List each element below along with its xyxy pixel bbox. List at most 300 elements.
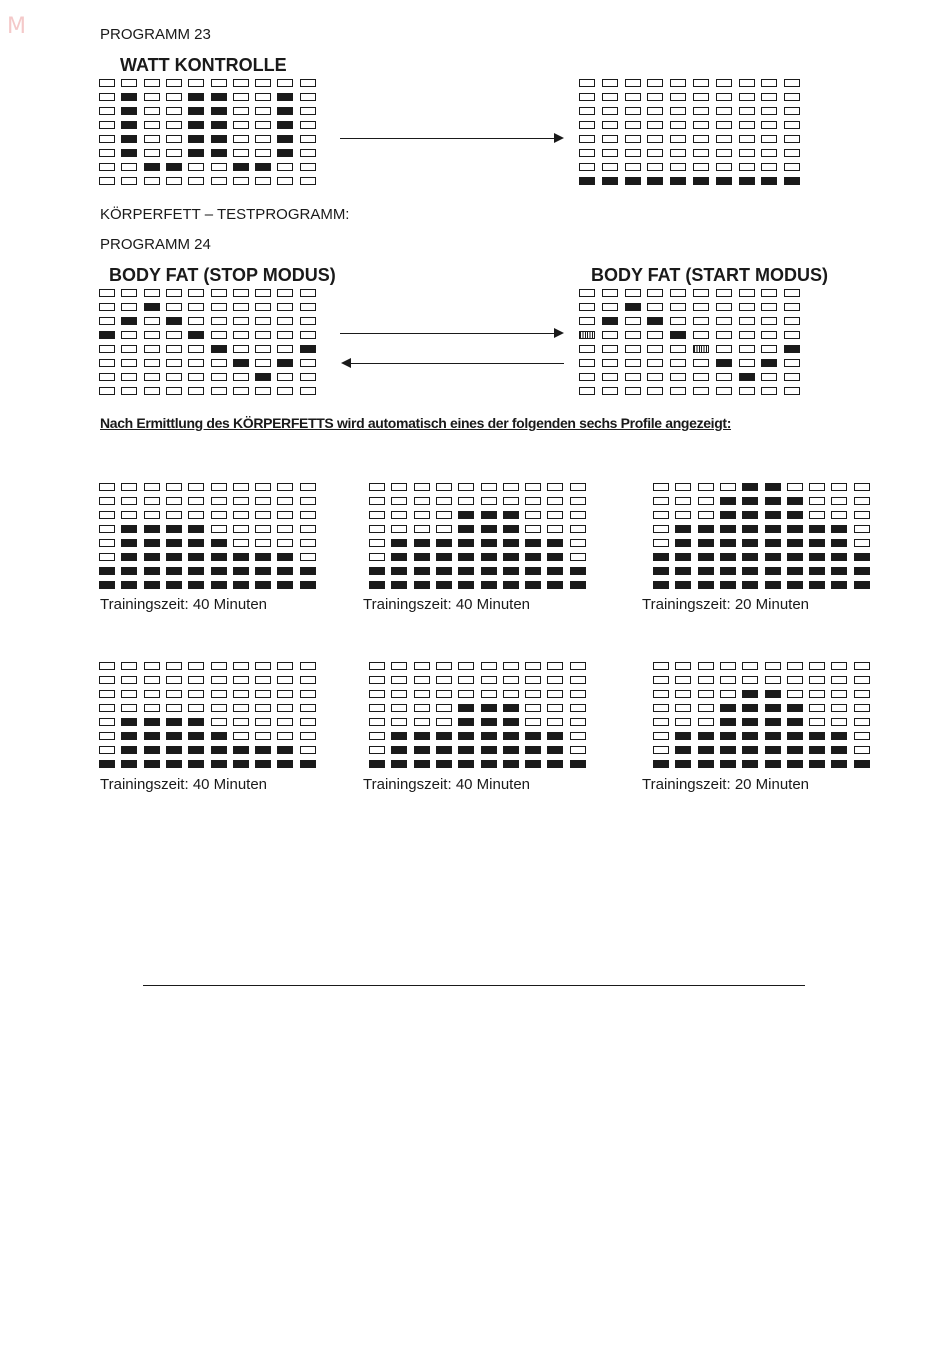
led-segment-on	[739, 177, 755, 185]
led-segment-off	[414, 690, 430, 698]
led-segment-off	[391, 497, 407, 505]
led-segment-off	[647, 107, 663, 115]
led-segment-on	[693, 177, 709, 185]
led-segment-on	[742, 497, 758, 505]
led-segment-on	[188, 331, 204, 339]
led-segment-off	[647, 121, 663, 129]
led-segment-on	[765, 497, 781, 505]
led-segment-off	[625, 373, 641, 381]
led-segment-on	[720, 718, 736, 726]
led-segment-on	[720, 567, 736, 575]
led-segment-off	[602, 93, 618, 101]
led-segment-off	[693, 135, 709, 143]
led-segment-on	[211, 760, 227, 768]
led-segment-on	[503, 718, 519, 726]
led-segment-on	[458, 581, 474, 589]
led-segment-off	[99, 690, 115, 698]
led-segment-off	[211, 387, 227, 395]
led-segment-on	[211, 135, 227, 143]
led-segment-off	[99, 121, 115, 129]
led-segment-off	[255, 317, 271, 325]
led-segment-on	[277, 135, 293, 143]
profile-caption: Trainingszeit: 20 Minuten	[642, 596, 810, 613]
led-segment-on	[481, 553, 497, 561]
led-segment-off	[698, 511, 714, 519]
led-segment-off	[787, 690, 803, 698]
led-segment-off	[233, 387, 249, 395]
led-segment-on	[739, 373, 755, 381]
led-segment-on	[647, 177, 663, 185]
led-segment-off	[414, 704, 430, 712]
led-segment-off	[144, 359, 160, 367]
led-segment-on	[765, 567, 781, 575]
led-segment-on	[144, 732, 160, 740]
led-segment-off	[625, 317, 641, 325]
led-segment-on	[211, 107, 227, 115]
led-segment-off	[99, 539, 115, 547]
led-segment-on	[188, 581, 204, 589]
led-segment-off	[481, 662, 497, 670]
led-segment-off	[647, 345, 663, 353]
led-segment-on	[503, 746, 519, 754]
led-segment-on	[787, 746, 803, 754]
led-segment-off	[481, 676, 497, 684]
led-segment-off	[720, 676, 736, 684]
led-segment-on	[121, 553, 137, 561]
led-segment-off	[233, 511, 249, 519]
led-segment-on	[693, 345, 709, 353]
led-segment-on	[698, 553, 714, 561]
led-segment-off	[739, 387, 755, 395]
led-segment-off	[144, 93, 160, 101]
led-segment-off	[458, 497, 474, 505]
led-segment-off	[233, 539, 249, 547]
led-segment-off	[653, 511, 669, 519]
led-segment-off	[647, 359, 663, 367]
led-segment-off	[233, 676, 249, 684]
led-segment-off	[300, 331, 316, 339]
led-segment-off	[166, 121, 182, 129]
led-segment-on	[653, 760, 669, 768]
led-segment-on	[414, 539, 430, 547]
led-segment-off	[716, 331, 732, 339]
led-segment-on	[166, 746, 182, 754]
led-segment-off	[761, 303, 777, 311]
led-segment-on	[166, 317, 182, 325]
led-segment-on	[481, 746, 497, 754]
led-segment-on	[831, 581, 847, 589]
led-segment-off	[761, 373, 777, 381]
led-segment-on	[481, 760, 497, 768]
led-segment-on	[831, 553, 847, 561]
led-segment-off	[761, 149, 777, 157]
led-segment-off	[784, 121, 800, 129]
led-segment-on	[742, 746, 758, 754]
led-segment-off	[602, 331, 618, 339]
led-segment-off	[670, 79, 686, 87]
program23-title: WATT KONTROLLE	[120, 55, 287, 75]
led-segment-off	[300, 107, 316, 115]
led-segment-off	[277, 163, 293, 171]
led-segment-off	[255, 690, 271, 698]
led-segment-off	[525, 511, 541, 519]
led-segment-off	[693, 359, 709, 367]
led-segment-off	[211, 359, 227, 367]
led-segment-on	[809, 525, 825, 533]
led-segment-off	[255, 511, 271, 519]
led-segment-off	[255, 135, 271, 143]
led-segment-off	[300, 149, 316, 157]
led-segment-off	[653, 483, 669, 491]
led-segment-off	[720, 690, 736, 698]
led-segment-off	[188, 511, 204, 519]
led-segment-on	[742, 718, 758, 726]
led-segment-off	[647, 163, 663, 171]
led-segment-off	[391, 718, 407, 726]
led-segment-on	[698, 539, 714, 547]
led-segment-on	[458, 732, 474, 740]
led-segment-off	[233, 289, 249, 297]
led-segment-off	[121, 662, 137, 670]
led-segment-off	[255, 718, 271, 726]
led-segment-off	[414, 718, 430, 726]
led-segment-on	[277, 760, 293, 768]
led-segment-off	[716, 107, 732, 115]
led-segment-on	[166, 553, 182, 561]
led-segment-off	[369, 662, 385, 670]
led-segment-off	[277, 704, 293, 712]
led-segment-off	[166, 483, 182, 491]
led-segment-off	[166, 662, 182, 670]
led-segment-off	[809, 511, 825, 519]
led-segment-off	[854, 539, 870, 547]
led-segment-off	[784, 79, 800, 87]
led-segment-off	[647, 387, 663, 395]
led-segment-on	[233, 553, 249, 561]
led-segment-off	[300, 732, 316, 740]
logo-mark: M	[7, 14, 26, 39]
led-segment-off	[144, 317, 160, 325]
led-segment-off	[166, 704, 182, 712]
led-segment-off	[647, 289, 663, 297]
led-segment-off	[458, 483, 474, 491]
led-segment-on	[831, 746, 847, 754]
led-segment-off	[579, 107, 595, 115]
led-segment-off	[233, 93, 249, 101]
led-segment-off	[233, 497, 249, 505]
led-segment-off	[698, 690, 714, 698]
led-segment-off	[277, 662, 293, 670]
led-segment-on	[716, 359, 732, 367]
profile-caption: Trainingszeit: 40 Minuten	[100, 776, 268, 793]
led-segment-on	[436, 581, 452, 589]
led-segment-off	[579, 387, 595, 395]
led-segment-on	[436, 732, 452, 740]
led-segment-on	[716, 177, 732, 185]
led-segment-on	[720, 511, 736, 519]
led-segment-off	[698, 704, 714, 712]
led-segment-off	[300, 303, 316, 311]
led-segment-on	[233, 163, 249, 171]
profiles-intro: Nach Ermittlung des KÖRPERFETTS wird automatisch eines der folgenden sechs Profile angezeigt:	[100, 415, 732, 431]
led-segment-off	[547, 718, 563, 726]
led-segment-on	[277, 359, 293, 367]
led-segment-off	[525, 676, 541, 684]
led-segment-off	[121, 303, 137, 311]
led-segment-off	[625, 359, 641, 367]
led-segment-off	[716, 135, 732, 143]
led-segment-off	[570, 525, 586, 533]
led-segment-off	[188, 676, 204, 684]
led-segment-on	[854, 760, 870, 768]
led-segment-off	[414, 662, 430, 670]
program23-label: PROGRAMM 23	[100, 26, 211, 43]
led-segment-off	[739, 345, 755, 353]
led-segment-on	[300, 581, 316, 589]
led-segment-on	[144, 567, 160, 575]
led-segment-off	[188, 690, 204, 698]
led-segment-off	[277, 525, 293, 533]
led-segment-off	[277, 497, 293, 505]
led-segment-on	[255, 567, 271, 575]
led-segment-off	[570, 746, 586, 754]
led-segment-off	[739, 135, 755, 143]
led-segment-off	[144, 107, 160, 115]
led-segment-on	[277, 149, 293, 157]
led-segment-off	[121, 177, 137, 185]
led-segment-on	[436, 539, 452, 547]
led-segment-on	[675, 525, 691, 533]
led-segment-on	[765, 525, 781, 533]
led-segment-off	[693, 303, 709, 311]
led-segment-on	[675, 567, 691, 575]
led-segment-off	[854, 704, 870, 712]
led-segment-off	[188, 497, 204, 505]
led-segment-off	[739, 107, 755, 115]
led-segment-on	[391, 539, 407, 547]
led-segment-off	[570, 483, 586, 491]
led-segment-off	[854, 676, 870, 684]
led-segment-on	[436, 567, 452, 575]
led-segment-off	[547, 525, 563, 533]
led-segment-off	[761, 163, 777, 171]
led-segment-on	[121, 567, 137, 575]
led-segment-off	[277, 289, 293, 297]
led-segment-off	[675, 511, 691, 519]
led-segment-on	[675, 539, 691, 547]
led-segment-on	[854, 567, 870, 575]
led-segment-on	[391, 732, 407, 740]
led-segment-off	[436, 497, 452, 505]
led-segment-off	[144, 483, 160, 491]
led-segment-off	[144, 177, 160, 185]
led-segment-on	[720, 732, 736, 740]
led-segment-off	[255, 345, 271, 353]
led-segment-off	[300, 373, 316, 381]
led-segment-off	[761, 107, 777, 115]
led-segment-on	[481, 704, 497, 712]
led-segment-off	[716, 317, 732, 325]
led-segment-on	[503, 511, 519, 519]
led-segment-on	[720, 760, 736, 768]
led-segment-on	[742, 483, 758, 491]
led-segment-on	[121, 149, 137, 157]
led-segment-off	[670, 121, 686, 129]
led-segment-off	[784, 163, 800, 171]
led-segment-off	[784, 107, 800, 115]
led-segment-off	[166, 373, 182, 381]
led-segment-off	[547, 662, 563, 670]
led-segment-on	[765, 581, 781, 589]
led-segment-off	[579, 345, 595, 353]
led-segment-on	[720, 746, 736, 754]
led-segment-off	[369, 704, 385, 712]
led-segment-off	[188, 373, 204, 381]
led-segment-off	[166, 387, 182, 395]
led-segment-off	[277, 345, 293, 353]
led-segment-off	[300, 387, 316, 395]
led-segment-off	[579, 373, 595, 381]
led-segment-on	[233, 760, 249, 768]
led-segment-off	[233, 331, 249, 339]
led-segment-off	[570, 662, 586, 670]
led-segment-off	[166, 511, 182, 519]
led-segment-off	[653, 662, 669, 670]
led-segment-on	[458, 567, 474, 575]
led-segment-on	[391, 553, 407, 561]
led-segment-on	[720, 704, 736, 712]
led-segment-off	[369, 511, 385, 519]
led-segment-off	[742, 662, 758, 670]
led-segment-on	[414, 553, 430, 561]
led-segment-on	[369, 567, 385, 575]
led-segment-off	[391, 676, 407, 684]
led-segment-off	[716, 387, 732, 395]
led-segment-off	[99, 704, 115, 712]
led-segment-on	[255, 746, 271, 754]
led-segment-off	[739, 359, 755, 367]
led-segment-off	[458, 676, 474, 684]
led-segment-off	[188, 177, 204, 185]
led-segment-off	[653, 732, 669, 740]
led-segment-off	[144, 345, 160, 353]
led-segment-on	[255, 581, 271, 589]
led-segment-off	[233, 121, 249, 129]
led-segment-off	[277, 303, 293, 311]
led-segment-off	[698, 662, 714, 670]
led-segment-off	[787, 483, 803, 491]
led-segment-on	[653, 567, 669, 575]
led-segment-off	[277, 79, 293, 87]
led-segment-on	[211, 345, 227, 353]
led-segment-off	[166, 289, 182, 297]
led-segment-off	[211, 662, 227, 670]
led-segment-on	[166, 163, 182, 171]
led-segment-on	[720, 525, 736, 533]
led-segment-off	[675, 483, 691, 491]
led-segment-on	[653, 553, 669, 561]
led-segment-off	[739, 121, 755, 129]
led-segment-on	[144, 303, 160, 311]
led-segment-on	[255, 760, 271, 768]
led-segment-off	[188, 387, 204, 395]
led-segment-off	[121, 345, 137, 353]
led-segment-off	[166, 331, 182, 339]
led-segment-on	[188, 567, 204, 575]
led-segment-on	[765, 511, 781, 519]
led-segment-off	[653, 539, 669, 547]
led-segment-off	[369, 676, 385, 684]
led-segment-off	[739, 303, 755, 311]
led-segment-on	[144, 525, 160, 533]
led-segment-off	[369, 525, 385, 533]
led-segment-on	[787, 581, 803, 589]
led-segment-off	[255, 387, 271, 395]
led-segment-off	[211, 718, 227, 726]
led-segment-off	[255, 497, 271, 505]
led-segment-off	[739, 289, 755, 297]
led-segment-off	[300, 93, 316, 101]
led-segment-off	[765, 662, 781, 670]
led-segment-off	[854, 718, 870, 726]
led-segment-off	[675, 704, 691, 712]
led-segment-on	[166, 760, 182, 768]
led-segment-off	[99, 387, 115, 395]
led-segment-on	[481, 718, 497, 726]
led-segment-off	[809, 718, 825, 726]
led-segment-off	[99, 345, 115, 353]
led-segment-off	[547, 497, 563, 505]
led-segment-off	[233, 107, 249, 115]
led-segment-off	[602, 121, 618, 129]
led-segment-off	[211, 497, 227, 505]
led-segment-off	[277, 177, 293, 185]
led-segment-off	[784, 303, 800, 311]
led-segment-off	[369, 497, 385, 505]
led-segment-off	[693, 331, 709, 339]
led-segment-off	[693, 373, 709, 381]
led-segment-off	[300, 511, 316, 519]
led-segment-off	[144, 676, 160, 684]
led-segment-off	[693, 93, 709, 101]
led-segment-off	[99, 289, 115, 297]
led-segment-on	[277, 107, 293, 115]
led-segment-off	[547, 511, 563, 519]
led-segment-off	[653, 746, 669, 754]
led-segment-on	[211, 539, 227, 547]
led-segment-off	[503, 676, 519, 684]
led-segment-off	[166, 359, 182, 367]
led-segment-off	[831, 676, 847, 684]
led-segment-on	[121, 107, 137, 115]
led-segment-on	[547, 760, 563, 768]
led-segment-off	[602, 79, 618, 87]
led-segment-off	[369, 690, 385, 698]
led-segment-off	[99, 177, 115, 185]
led-segment-on	[742, 567, 758, 575]
led-segment-off	[602, 163, 618, 171]
led-segment-on	[675, 732, 691, 740]
led-segment-off	[166, 676, 182, 684]
led-segment-off	[99, 483, 115, 491]
led-segment-off	[570, 732, 586, 740]
led-segment-off	[670, 317, 686, 325]
led-segment-on	[481, 732, 497, 740]
led-segment-off	[670, 93, 686, 101]
led-segment-off	[784, 289, 800, 297]
led-segment-off	[369, 483, 385, 491]
led-segment-off	[625, 149, 641, 157]
